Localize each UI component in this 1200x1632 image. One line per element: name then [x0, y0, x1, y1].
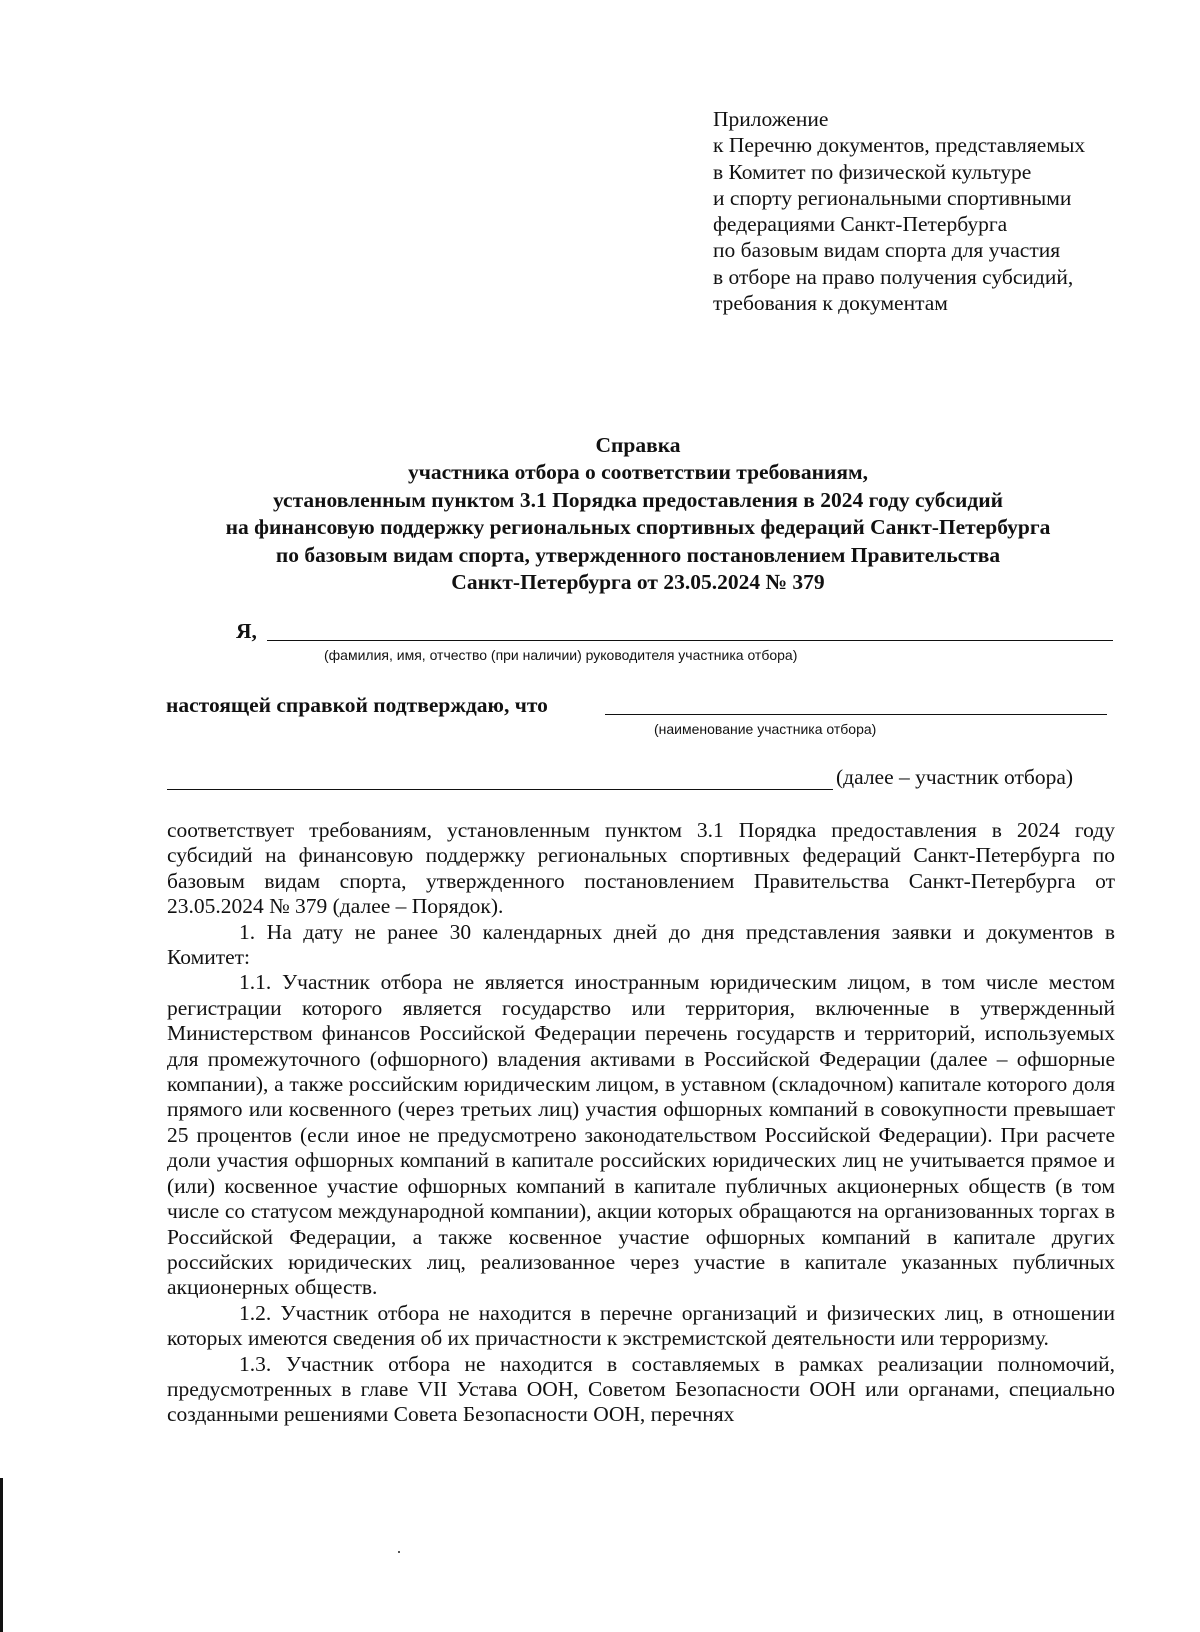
body-paragraph: 1.1. Участник отбора не является иностранным юридическим лицом, в том числе местом регистрации которого является государство или территория, включенные в утвержденный Министерством финансов Российской Федерации перечень государств и территорий, используемых для промежуточного (офшорного) владения активами в Российской Федерации (далее – офшорные компании), а также российским юридическим лицом, в уставном (складочном) капитале которого доля прямого или косвенного (через третьих лиц) участия офшорных компаний в совокупности превышает 25 процентов (если иное не предусмотрено законодательством Российской Федерации). При расчете доли участия офшорных компаний в капитале российских юридических лиц не учитывается прямое и (или) косвенное участие офшорных компаний в капитале публичных акционерных обществ (в том числе со статусом международной компании), акции которых обращаются на организованных торгах в Российской Федерации, а также косвенное участие офшорных компаний в капитале других российских юридических лиц, реализованное через участие в капитале указанных публичных акционерных обществ. [167, 970, 1115, 1300]
i-label: Я, [236, 619, 257, 643]
appendix-line: к Перечню документов, представляемых [713, 133, 1086, 158]
body-paragraph: 1.2. Участник отбора не находится в перечне организаций и физических лиц, в отношении которых имеются сведения об их причастности к экстремистской деятельности или терроризму. [167, 1300, 1115, 1351]
title-line: на финансовую поддержку региональных спортивных федераций Санкт-Петербурга [225, 515, 1051, 540]
title-line: Справка [595, 433, 681, 457]
title-line: по базовым видам спорта, утвержденного постановлением Правительства [275, 542, 1001, 567]
participant-name-caption: (наименование участника отбора) [654, 721, 877, 737]
appendix-note [713, 106, 1153, 316]
appendix-line: в Комитет по физической культуре [713, 159, 1032, 184]
body-text [167, 818, 1115, 1428]
body-paragraph: 1. На дату не ранее 30 календарных дней до дня представления заявки и документов в Комитет: [167, 919, 1115, 970]
title-line: установленным пунктом 3.1 Порядка предоставления в 2024 году субсидий [272, 487, 1004, 512]
head-name-caption: (фамилия, имя, отчество (при наличии) руководителя участника отбора) [324, 647, 798, 663]
body-paragraph: 1.3. Участник отбора не находится в составляемых в рамках реализации полномочий, предусмотренных в главе VII Устава ООН, Советом Безопасности ООН или органами, специально созданными решениями Совета Безопасности ООН, перечнях [167, 1351, 1115, 1427]
appendix-line: федерациями Санкт-Петербурга [713, 212, 1008, 237]
confirm-label: настоящей справкой подтверждаю, что [166, 693, 548, 717]
body-paragraph: соответствует требованиям, установленным пунктом 3.1 Порядка предоставления в 2024 году субсидий на финансовую поддержку региональных спортивных федераций Санкт-Петербурга по базовым видам спорта, утвержденного постановлением Правительства Санкт-Петербурга от 23.05.2024 № 379 (далее – Порядок). [167, 818, 1115, 919]
scan-speck [398, 1551, 400, 1553]
appendix-line: Приложение [713, 107, 829, 131]
participant-name-continuation-field[interactable] [167, 789, 833, 790]
participant-name-field[interactable] [605, 714, 1107, 715]
participant-suffix: (далее – участник отбора) [836, 765, 1074, 789]
document-title [160, 432, 1116, 596]
title-line: Санкт-Петербурга от 23.05.2024 № 379 [451, 570, 825, 595]
appendix-line: по базовым видам спорта для участия [713, 238, 1061, 263]
appendix-line: в отборе на право получения субсидий, [713, 264, 1074, 289]
scan-edge-mark [0, 1478, 3, 1632]
title-line: участника отбора о соответствии требованиям, [407, 460, 869, 485]
appendix-line: требования к документам [713, 291, 948, 316]
appendix-line: и спорту региональными спортивными [713, 185, 1072, 210]
head-name-field[interactable] [267, 640, 1113, 641]
